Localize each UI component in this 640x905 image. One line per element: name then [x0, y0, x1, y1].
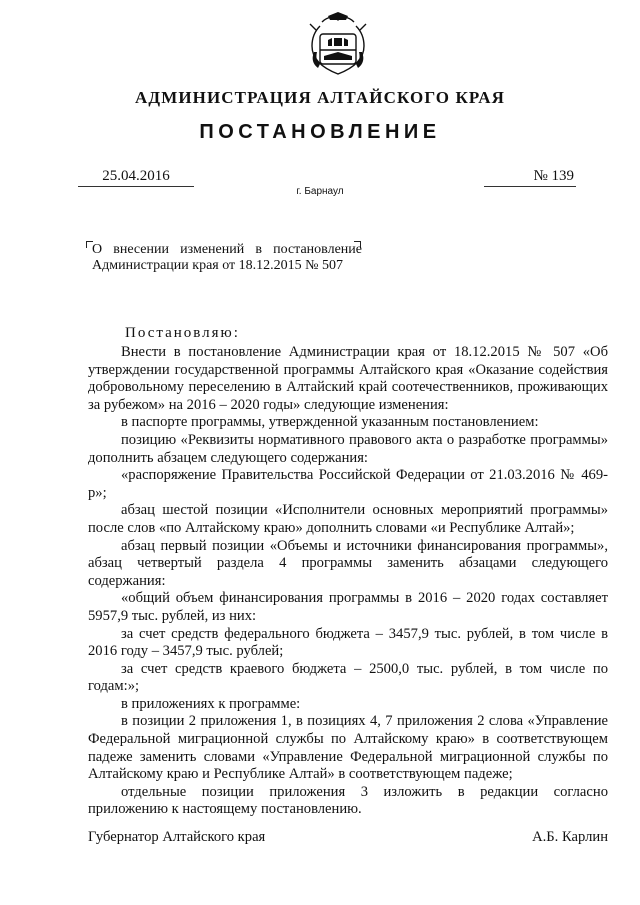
coat-of-arms-emblem — [306, 12, 370, 78]
issue-city: г. Барнаул — [296, 186, 344, 197]
body-paragraph: отдельные позиции приложения 3 изложить в редакции согласно приложению к настоящему постановлению. — [88, 783, 608, 818]
signatory-name: А.Б. Карлин — [532, 829, 608, 845]
body-paragraph: за счет средств федерального бюджета – 3457,9 тыс. рублей, в том числе в 2016 году – 3457,9 тыс. рублей; — [88, 625, 608, 660]
body-paragraph: за счет средств краевого бюджета – 2500,0 тыс. рублей, в том числе по годам:»; — [88, 660, 608, 695]
document-subject — [92, 242, 362, 274]
body-paragraph: «общий объем финансирования программы в 2016 – 2020 годах составляет 5957,9 тыс. рублей, из них: — [88, 590, 608, 624]
subject-line-2: Администрации края от 18.12.2015 № 507 — [92, 258, 344, 273]
subject-line-1: О внесении изменений в постановление — [92, 242, 362, 257]
organization-name: АДМИНИСТРАЦИЯ АЛТАЙСКОГО КРАЯ — [135, 88, 505, 107]
body-paragraph: позицию «Реквизиты нормативного правового акта о разработке программы» дополнить абзацем следующего содержания: — [88, 431, 608, 466]
body-paragraph: «распоряжение Правительства Российской Федерации от 21.03.2016 № 469-р»; — [88, 467, 608, 501]
document-body — [88, 344, 608, 819]
body-paragraph: в паспорте программы, утвержденной указанным постановлением: — [121, 414, 539, 431]
body-paragraph: абзац шестой позиции «Исполнители основных мероприятий программы» после слов «по Алтайскому краю» дополнить словами «и Республике Алтай»; — [88, 502, 608, 536]
signatory-title: Губернатор Алтайского края — [88, 829, 266, 845]
body-paragraph: Внести в постановление Администрации края от 18.12.2015 № 507 «Об утверждении государственной программы Алтайского края «Оказание содействия добровольному переселению в Алтайский край соотечественников, проживающих за рубежом» на 2016 – 2020 годы» следующие изменения: — [88, 344, 608, 413]
document-number: № 139 — [484, 168, 576, 187]
body-paragraph: в позиции 2 приложения 1, в позициях 4, 7 приложения 2 слова «Управление Федеральной миграционной службы по Алтайскому краю» в соответствующем падеже заменить словами «Управление Федеральной миграционной службы по Алтайскому краю и Республике Алтай» в соответствующем падеже; — [88, 713, 608, 783]
document-type: ПОСТАНОВЛЕНИЕ — [199, 121, 441, 143]
body-paragraph: в приложениях к программе: — [121, 695, 301, 712]
document-date: 25.04.2016 — [78, 168, 194, 187]
decree-word: Постановляю: — [125, 325, 240, 341]
body-paragraph: абзац первый позиции «Объемы и источники финансирования программы», абзац четвертый раздела 4 программы заменить абзацами следующего содержания: — [88, 537, 608, 589]
